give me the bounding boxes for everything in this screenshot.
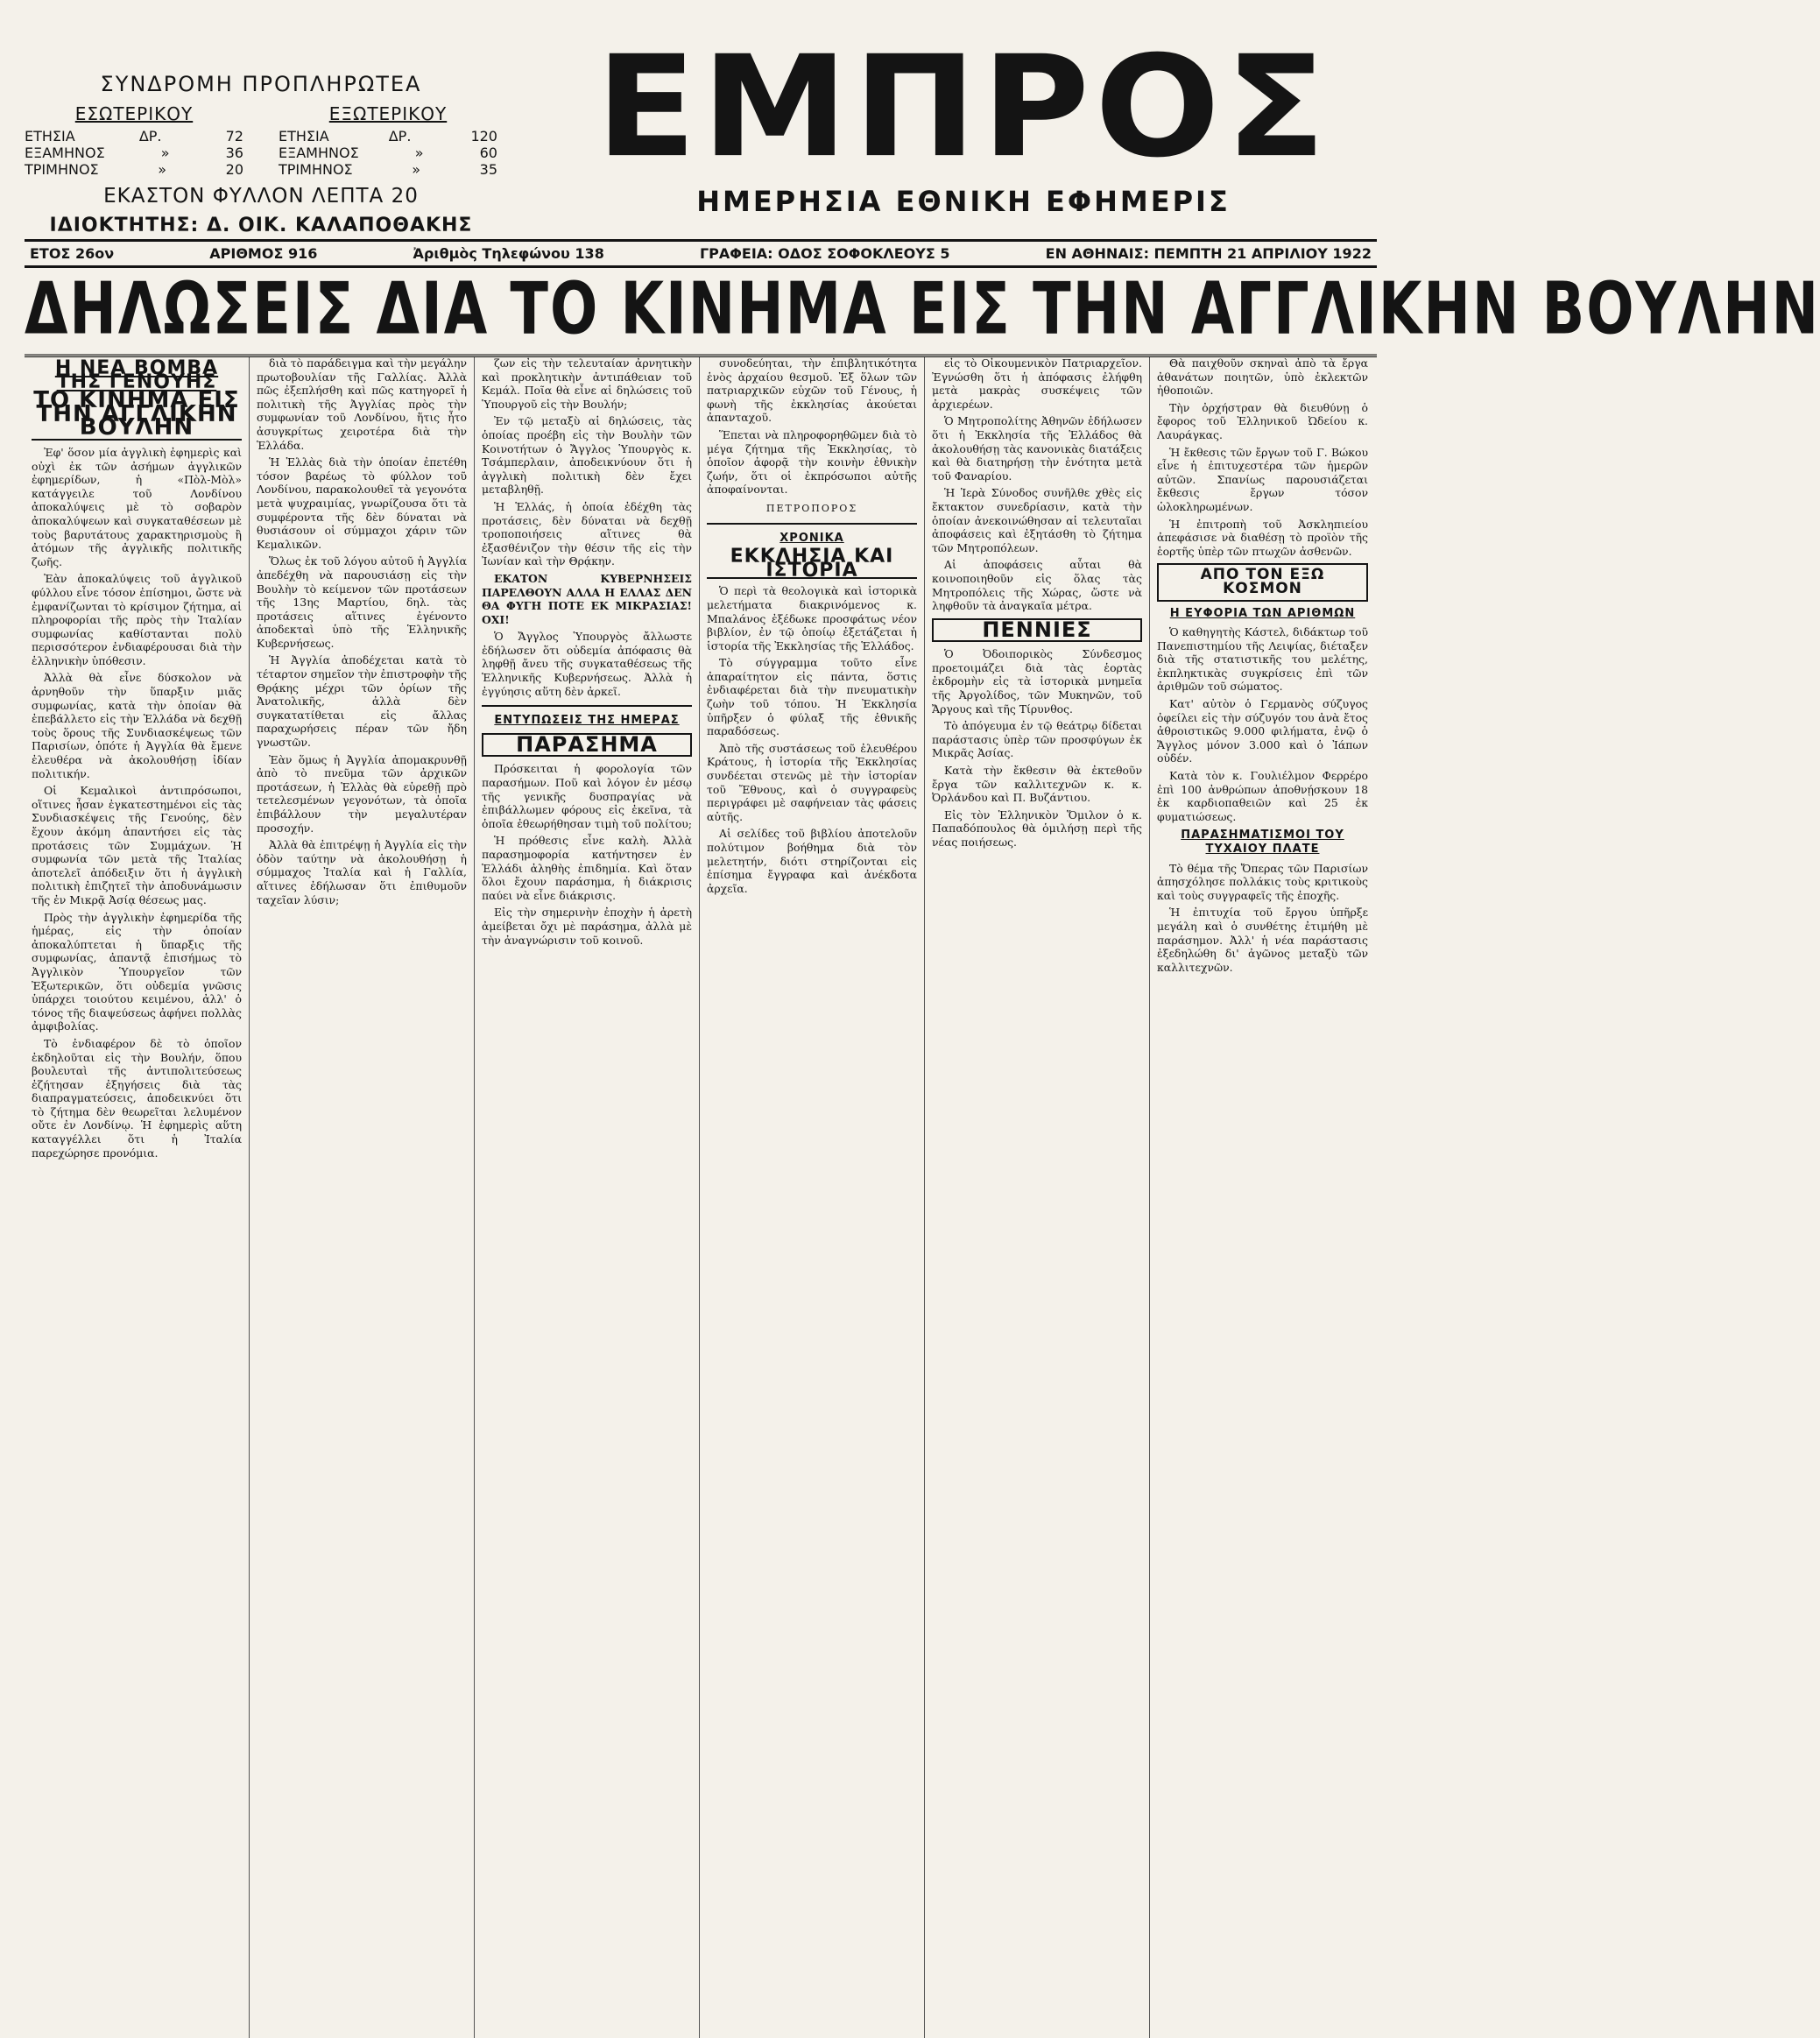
section-title: ΠΑΡΑΣΗΜΑΤΙΣΜΟΙ ΤΟΥ ΤΥΧΑΙΟΥ ΠΛΑΤΕ [1181, 829, 1344, 856]
paragraph: Τὴν ὀρχήστραν θὰ διευθύνῃ ὁ ἔφορος τοῦ Ἑλληνικοῦ Ὠδείου κ. Λαυράγκας. [1157, 400, 1368, 441]
paragraph: Ὁ καθηγητὴς Κάστελ, διδάκτωρ τοῦ Πανεπιστημίου τῆς Λειψίας, διέταξεν διὰ τῆς στατιστικῆς του μελέτης, ἐκπληκτικὰς συγκρίσεις ἐπὶ τῶν ἀριθμῶν τοῦ σώματος. [1157, 625, 1368, 694]
owner-line: ΙΔΙΟΚΤΗΤΗΣ: Δ. ΟΙΚ. ΚΑΛΑΠΟΘΑΚΗΣ [49, 215, 473, 236]
paragraph: Ἐὰν ὅμως ἡ Ἀγγλία ἀπομακρυνθῇ ἀπὸ τὸ πνεῦμα τῶν ἀρχικῶν προτάσεων, ἡ Ἑλλὰς θὰ εὑρεθῇ πρὸ τετελεσμένων γεγονότων, τὰ ὁποῖα ἐπιβάλλουν τὴν μεγαλυτέραν προσοχήν. [257, 752, 467, 835]
paragraph: Οἱ Κεμαλικοὶ ἀντιπρόσωποι, οἵτινες ἦσαν ἐγκατεστημένοι εἰς τὰς Συνδιασκέψεις τῆς Γενούης, δὲν ἔχουν ἀκόμη ἀπαντήσει εἰς τὰς προτάσεις τῶν Συμμάχων. Ἡ συμφωνία τῶν μετὰ τῆς Ἰταλίας ἀποτελεῖ ἀπόδειξιν ὅτι ἡ ἀγγλικὴ πολιτικὴ ἐπιζητεῖ τὴν ἀποδυνάμωσιν τῆς ἐν Μικρᾷ Ἀσίᾳ θέσεως μας. [32, 784, 242, 906]
paragraph: Ἕπεται νὰ πληροφορηθῶμεν διὰ τὸ μέγα ζήτημα τῆς Ἐκκλησίας, τὸ ὁποῖον ἀφορᾷ τὴν κοινὴν ἐθνικὴν ζωήν, ὅτι οἱ ἐκπρόσωποι αὐτῆς ἀποφαίνονται. [707, 427, 917, 497]
subscription-domestic [25, 103, 243, 178]
paragraph: Ἡ Ἑλλάς, ἡ ὁποία ἐδέχθη τὰς προτάσεις, δὲν δύναται νὰ δεχθῇ τροποποιήσεις αἵτινες θὰ ἐξασθένιζον τὴν θέσιν τῆς εἰς τὴν Ἰωνίαν καὶ τὴν Θρᾴκην. [482, 499, 692, 568]
paragraph: Ἡ πρόθεσις εἶνε καλὴ. Ἀλλὰ παρασημοφορία κατήντησεν ἐν Ἑλλάδι ἀληθὴς ἐπιδημία. Καὶ ὅταν ὅλοι ἔχουν παράσημα, ἡ διάκρισις παύει νὰ εἶνε διάκρισις. [482, 834, 692, 902]
paragraph: Ὅλως ἐκ τοῦ λόγου αὐτοῦ ἡ Ἀγγλία ἀπεδέχθη νὰ παρουσιάσῃ εἰς τὴν Βουλὴν τὸ κείμενον τῶν προτάσεων τῆς 13ης Μαρτίου, δηλ. τὰς προτάσεις αἵτινες ἐγένοντο ἀποδεκταὶ ὑπὸ τῆς Ἑλληνικῆς Κυβερνήσεως. [257, 554, 467, 650]
emphasis-paragraph: ΕΚΑΤΟΝ ΚΥΒΕΡΝΗΣΕΙΣ ΠΑΡΕΛΘΟΥΝ ΑΛΛΑ Η ΕΛΛΑΣ ΔΕΝ ΘΑ ΦΥΓΗ ΠΟΤΕ ΕΚ ΜΙΚΡΑΣΙΑΣ! ΟΧΙ! [482, 571, 692, 626]
paragraph: συνοδεύηται, τὴν ἐπιβλητικότητα ἑνὸς ἀρχαίου θεσμοῦ. Ἐξ ὅλων τῶν πατριαρχικῶν εὐχῶν τοῦ Γένους, ἡ φωνὴ τῆς ἐκκλησίας ἀκούεται ἀπανταχοῦ. [707, 356, 917, 425]
paragraph: Ἐὰν ἀποκαλύψεις τοῦ ἀγγλικοῦ φύλλου εἶνε τόσον ἐπίσημοι, ὥστε νὰ ἐμφανίζωνται τὸ κρίσιμον ζήτημα, αἱ πληροφορίαι τῆς πρὸς τὴν Ἰταλίαν συμφωνίας καθίστανται πολὺ περισσότερον ἐνδιαφέρουσαι διὰ τὴν ἑλληνικὴν ὑπόθεσιν. [32, 572, 242, 667]
subscription-title: ΣΥΝΔΡΟΜΗ ΠΡΟΠΛΗΡΩΤΕΑ [100, 72, 422, 96]
main-headline: ΔΗΛΩΣΕΙΣ ΔΙΑ ΤΟ ΚΙΝΗΜΑ ΕΙΣ ΤΗΝ ΑΓΓΛΙΚΗΝ ΒΟΥΛΗΝ [25, 264, 1377, 357]
paragraph: Τὸ ἐνδιαφέρον δὲ τὸ ὁποῖον ἐκδηλοῦται εἰς τὴν Βουλήν, ὅπου βουλευταὶ τῆς ἀντιπολιτεύσεως ἐζήτησαν ἐξηγήσεις διὰ τὰς διαπραγματεύσεις, ἀποδεικνύει ὅτι τὸ ζήτημα δὲν θεωρεῖται λελυμένον οὔτε ἐν Λονδίνῳ. Ἡ ἐφημερὶς αὕτη καταγγέλλει ὅτι ἡ Ἰταλία παρεχώρησε προνόμια. [32, 1036, 242, 1160]
paragraph: Ἡ ἐπιτυχία τοῦ ἔργου ὑπῆρξε μεγάλη καὶ ὁ συνθέτης ἐτιμήθη μὲ παράσημον. Ἀλλ' ἡ νέα παράστασις ἐξεδηλώθη δι' ἀγῶνος μεταξὺ τῶν καλλιτεχνῶν. [1157, 906, 1368, 974]
paragraph: ζων εἰς τὴν τελευταίαν ἀρνητικὴν καὶ προκλητικὴν ἀντιπάθειαν τοῦ Κεμάλ. Ποῖα θὰ εἶνε αἱ δηλώσεις τοῦ Ὑπουργοῦ εἰς τὴν Βουλήν; [482, 356, 692, 411]
paragraph: Πρὸς τὴν ἀγγλικὴν ἐφημερίδα τῆς ἡμέρας, εἰς τὴν ὁποίαν ἀποκαλύπτεται ἡ ὕπαρξις τῆς συμφωνίας, ἀπαντᾷ ἐπισήμως τὸ Ἀγγλικὸν Ὑπουργεῖον τῶν Ἐξωτερικῶν, ὅτι οὐδεμία γνῶσις ὑπάρχει τοιούτου κειμένου, ἀλλ' ὁ τόνος τῆς διαψεύσεως ἀφήνει πολλὰς ἀμφιβολίας. [32, 910, 242, 1033]
column-6 [1150, 356, 1375, 2038]
price-row: ΤΡΙΜΗΝΟΣ » 35 [279, 161, 497, 178]
paragraph: διὰ τὸ παράδειγμα καὶ τὴν μεγάλην πρωτοβουλίαν τῆς Γαλλίας. Ἀλλὰ πῶς ἐξεπλήσθη καὶ πῶς κατηγορεῖ ἡ πολιτικὴ τῆς Ἀγγλίας πρὸς τὴν συμφωνίαν τοῦ Λονδίνου, ἥτις ἦτο ἀσυγκρίτως χειροτέρα διὰ τὴν Ἑλλάδα. [257, 356, 467, 452]
issue-number: ΑΡΙΘΜΟΣ 916 [209, 245, 318, 262]
price-row: ΕΤΗΣΙΑ ΔΡ. 72 [25, 128, 243, 145]
church-kicker: ΧΡΟΝΙΚΑ [779, 531, 844, 545]
subscription-box [25, 35, 497, 236]
paragraph: Ἀλλὰ θὰ εἶνε δύσκολον νὰ ἀρνηθοῦν τὴν ὕπαρξιν μιᾶς συμφωνίας, κατὰ τὴν ὁποίαν θὰ ἐπεβάλλετο εἰς τὴν Ἑλλάδα νὰ δεχθῇ τοὺς ὅρους τῆς Συνδιασκέψεως τῶν Παρισίων, ὁπότε ἡ Ἀγγλία θὰ ἔμενε ἐλευθέρα νὰ ἀκολουθήσῃ ἰδίαν πολιτικήν. [32, 671, 242, 780]
price-row: ΕΞΑΜΗΝΟΣ » 36 [25, 145, 243, 161]
paragraph: Τὸ ἀπόγευμα ἐν τῷ θεάτρῳ δίδεται παράστασις ὑπὲρ τῶν προσφύγων ἐκ Μικρᾶς Ἀσίας. [932, 719, 1142, 760]
price-row: ΤΡΙΜΗΝΟΣ » 20 [25, 161, 243, 178]
subscription-foreign [279, 103, 497, 178]
world-title: ΑΠΟ ΤΟΝ ΕΞΩ ΚΟΣΜΟΝ [1157, 563, 1368, 601]
world-subtitle: Η ΕΥΦΟΡΙΑ ΤΩΝ ΑΡΙΘΜΩΝ [1169, 606, 1356, 620]
paragraph: Πρόσκειται ἡ φορολογία τῶν παρασήμων. Ποῦ καὶ λόγον ἐν μέσῳ τῆς γενικῆς δυσπραγίας νὰ ἐπιβάλλωμεν φόρους εἰς ἐκεῖνα, τὰ ὁποῖα ἐθεωρήθησαν τιμὴ τοῦ πολίτου; [482, 762, 692, 830]
paragraph: Αἱ ἀποφάσεις αὗται θὰ κοινοποιηθοῦν εἰς ὅλας τὰς Μητροπόλεις τῆς Χώρας, ὥστε νὰ ληφθοῦν τὰ ἀναγκαῖα μέτρα. [932, 558, 1142, 613]
newspaper-subtitle: ΗΜΕΡΗΣΙΑ ΕΘΝΙΚΗ ΕΦΗΜΕΡΙΣ [696, 185, 1231, 218]
paragraph: Ἐν τῷ μεταξὺ αἱ δηλώσεις, τὰς ὁποίας προέβη εἰς τὴν Βουλὴν τῶν Κοινοτήτων ὁ Ἄγγλος Ὑπουργὸς κ. Τσάμπερλαιν, ἀποδεικνύουν ὅτι ἡ ἀγγλικὴ πολιτικὴ δὲν ἔχει μεταβληθῇ. [482, 414, 692, 497]
paragraph: Ἡ ἐπιτροπὴ τοῦ Ἀσκληπιείου ἀπεφάσισε νὰ διαθέσῃ τὸ προϊὸν τῆς ἑορτῆς ὑπὲρ τῶν πτωχῶν ἀσθενῶν. [1157, 517, 1368, 558]
column-5 [925, 356, 1150, 2038]
single-copy-price: ΕΚΑΣΤΟΝ ΦΥΛΛΟΝ ΛΕΠΤΑ 20 [103, 185, 419, 208]
paragraph: Ἀλλὰ θὰ ἐπιτρέψῃ ἡ Ἀγγλία εἰς τὴν ὁδὸν ταύτην νὰ ἀκολουθήσῃ ἡ σύμμαχος Ἰταλία καὶ ἡ Γαλλία, αἵτινες ἐδήλωσαν ὅτι ἐπιθυμοῦν ταχεῖαν λύσιν; [257, 838, 467, 906]
pennies-title: ΠΕΝΝΙΕΣ [932, 618, 1142, 643]
paragraph: Κατὰ τὴν ἔκθεσιν θὰ ἐκτεθοῦν ἔργα τῶν καλλιτεχνῶν κ. κ. Ὀρλάνδου καὶ Π. Βυζάντιου. [932, 764, 1142, 805]
church-title: ΕΚΚΛΗΣΙΑ ΚΑΙ ΙΣΤΟΡΙΑ [707, 550, 917, 579]
paragraph: εἰς τὸ Οἰκουμενικὸν Πατριαρχεῖον. Ἐγνώσθη ὅτι ἡ ἀπόφασις ἐλήφθη μετὰ μακρὰς συσκέψεις τῶν ἀρχιερέων. [932, 356, 1142, 411]
paragraph: Ἡ ἔκθεσις τῶν ἔργων τοῦ Γ. Βώκου εἶνε ἡ ἐπιτυχεστέρα τῶν ἡμερῶν αὐτῶν. Σπανίως παρουσιάζεται ἔκθεσις ἔργων τόσον ὡλοκληρωμένων. [1157, 445, 1368, 513]
domestic-label: ΕΣΩΤΕΡΙΚΟΥ [74, 103, 194, 124]
office-address: ΓΡΑΦΕΙΑ: ΟΔΟΣ ΣΟΦΟΚΛΕΟΥΣ 5 [699, 245, 950, 262]
paragraph: Κατ' αὐτὸν ὁ Γερμανὸς σύζυγος ὀφείλει εἰς τὴν σύζυγόν του ἀνὰ ἔτος ἀθροιστικῶς 9.000 φιλήματα, ἐνῷ ὁ Ἄγγλος μόνον 3.000 καὶ ὁ Ἰάπων οὐδέν. [1157, 697, 1368, 765]
article-columns [25, 356, 1377, 2038]
paragraph: Ἡ Ἀγγλία ἀποδέχεται κατὰ τὸ τέταρτον σημεῖον τὴν ἐπιστροφὴν τῆς Θρᾴκης μέχρι τῶν ὁρίων τῆς Ἀνατολικῆς, ἀλλὰ δὲν συγκατατίθεται εἰς ἄλλας παραχωρήσεις πέραν τῶν ἤδη γνωστῶν. [257, 653, 467, 750]
price-row: ΕΤΗΣΙΑ ΔΡ. 120 [279, 128, 497, 145]
divider [482, 705, 692, 707]
year-label: ΕΤΟΣ 26ον [30, 245, 115, 262]
column-2 [250, 356, 475, 2038]
lead-title: ΤΟ ΚΙΝΗΜΑ ΕΙΣ ΤΗΝ ΑΓΓΛΙΚΗΝ ΒΟΥΛΗΝ [32, 394, 242, 441]
foreign-label: ΕΞΩΤΕΡΙΚΟΥ [328, 103, 448, 124]
masthead [25, 25, 1377, 236]
paragraph: Ὁ Ὀδοιπορικὸς Σύνδεσμος προετοιμάζει διὰ τὰς ἑορτὰς ἐκδρομὴν εἰς τὰ ἱστορικὰ μνημεῖα τῆς Ἀργολίδος, τῶν Μυκηνῶν, τοῦ Ἄργους καὶ τῆς Τίρυνθος. [932, 647, 1142, 716]
paragraph: Τὸ θέμα τῆς Ὄπερας τῶν Παρισίων ἀπησχόλησε πολλάκις τοὺς κριτικοὺς καὶ τοὺς συγγραφεῖς τῆς ἐποχῆς. [1157, 861, 1368, 902]
paragraph: Εἰς τὸν Ἑλληνικὸν Ὅμιλον ὁ κ. Παπαδόπουλος θὰ ὁμιλήσῃ περὶ τῆς νέας ποιήσεως. [932, 807, 1142, 849]
phone-number: Ἀριθμὸς Τηλεφώνου 138 [413, 245, 604, 262]
divider [707, 523, 917, 525]
impressions-title: ΕΝΤΥΠΩΣΕΙΣ ΤΗΣ ΗΜΕΡΑΣ [494, 714, 680, 728]
price-row: ΕΞΑΜΗΝΟΣ » 60 [279, 145, 497, 161]
paragraph: Ἀπὸ τῆς συστάσεως τοῦ ἐλευθέρου Κράτους, ἡ ἱστορία τῆς Ἐκκλησίας συνδέεται στενῶς μὲ τὴν ἱστορίαν τοῦ Ἔθνους, καὶ ὁ συγγραφεὺς περιγράφει μὲ σαφήνειαν τὰς φάσεις αὐτῆς. [707, 741, 917, 823]
paragraph: Ἡ Ἱερὰ Σύνοδος συνῆλθε χθὲς εἰς ἔκτακτον συνεδρίασιν, κατὰ τὴν ὁποίαν ἀνεκοινώθησαν αἱ τελευταῖαι ἀποφάσεις καὶ ἐξητάσθη τὸ ζήτημα τῶν Μητροπόλεων. [932, 486, 1142, 554]
parasima-title: ΠΑΡΑΣΗΜΑ [482, 733, 692, 758]
paragraph: Θὰ παιχθοῦν σκηναὶ ἀπὸ τὰ ἔργα ἀθανάτων ποιητῶν, ὑπὸ ἐκλεκτῶν ἠθοποιῶν. [1157, 356, 1368, 398]
signature: ΠΕΤΡΟΠΟΡΟΣ [765, 502, 858, 514]
paragraph: Ὁ Ἄγγλος Ὑπουργὸς ἄλλωστε ἐδήλωσεν ὅτι οὐδεμία ἀπόφασις θὰ ληφθῇ ἄνευ τῆς συγκαταθέσεως τῆς Ἑλληνικῆς Κυβερνήσεως. Ἀλλὰ ἡ ἐγγύησις αὕτη δὲν ἀρκεῖ. [482, 630, 692, 698]
paragraph: Ἡ Ἑλλὰς διὰ τὴν ὁποίαν ἐπετέθη τόσον βαρέως τὸ φύλλον τοῦ Λονδίνου, παρακολουθεῖ τὰ γεγονότα μετὰ ψυχραιμίας, γνωρίζουσα ὅτι τὰ συμφέροντα τῆς δὲν δύναται νὰ θυσιάσουν οἱ σύμμαχοι χάριν τῶν Κεμαλικῶν. [257, 455, 467, 551]
column-3 [475, 356, 700, 2038]
title-box [550, 25, 1377, 218]
paragraph: Ἐφ' ὅσον μία ἀγγλικὴ ἐφημερὶς καὶ οὐχὶ ἐκ τῶν ἀσήμων ἀγγλικῶν ἐφημερίδων, ἡ «Πὸλ-Μὸλ» κατάγγειλε τοῦ Λονδίνου ἀποκαλύψεις μὲ τὸ σοβαρὸν ἀποκαλύψεων καὶ συγκαταθέσεων μὲ τοὺς βαρυτάτους χαρακτηρισμοὺς ἢ ἀτόμων τῆς ἀγγλικῆς πολιτικῆς ζωῆς. [32, 445, 242, 568]
paragraph: Ὁ Μητροπολίτης Ἀθηνῶν ἐδήλωσεν ὅτι ἡ Ἐκκλησία τῆς Ἑλλάδος θὰ ἀκολουθήσῃ τὰς κανονικὰς διατάξεις καὶ θὰ διατηρήσῃ τὴν ἑνότητα μετὰ τοῦ Φαναρίου. [932, 414, 1142, 483]
issue-date: ΕΝ ΑΘΗΝΑΙΣ: ΠΕΜΠΤΗ 21 ΑΠΡΙΛΙΟΥ 1922 [1045, 245, 1372, 262]
lead-kicker: Η ΝΕΑ ΒΟΜΒΑ ΤΗΣ ΓΕΝΟΥΗΣ [54, 357, 219, 393]
column-4 [700, 356, 925, 2038]
paragraph: Εἰς τὴν σημερινὴν ἐποχὴν ἡ ἀρετὴ ἀμείβεται ὄχι μὲ παράσημα, ἀλλὰ μὲ τὴν ἀναγνώρισιν τοῦ κοινοῦ. [482, 906, 692, 947]
paragraph: Τὸ σύγγραμμα τοῦτο εἶνε ἀπαραίτητον εἰς πάντα, ὅστις ἐνδιαφέρεται διὰ τὴν πνευματικὴν ζωὴν τοῦ τόπου. Ἡ Ἐκκλησία ὑπῆρξεν ὁ φύλαξ τῆς ἐθνικῆς παραδόσεως. [707, 656, 917, 738]
newspaper-title: ΕΜΠΡΟΣ [596, 25, 1331, 189]
paragraph: Ὁ περὶ τὰ θεολογικὰ καὶ ἱστορικὰ μελετήματα διακρινόμενος κ. Μπαλάνος ἐξέδωκε προσφάτως νέον βιβλίον, ἐν τῷ ὁποίῳ ἐξετάζεται ἡ ἱστορία τῆς Ἐκκλησίας τῆς Ἑλλάδος. [707, 584, 917, 652]
paragraph: Κατὰ τὸν κ. Γουλιέλμον Φερρέρο ἐπὶ 100 ἀνθρώπων ἀποθνῄσκουν 18 ἐκ καρδιοπαθειῶν καὶ 25 ἐκ φυματιώσεως. [1157, 769, 1368, 823]
column-1 [25, 356, 250, 2038]
paragraph: Αἱ σελίδες τοῦ βιβλίου ἀποτελοῦν πολύτιμον βοήθημα διὰ τὸν μελετητήν, διότι στηρίζονται εἰς ἐπίσημα ἔγγραφα καὶ ἀνέκδοτα ἀρχεῖα. [707, 827, 917, 895]
